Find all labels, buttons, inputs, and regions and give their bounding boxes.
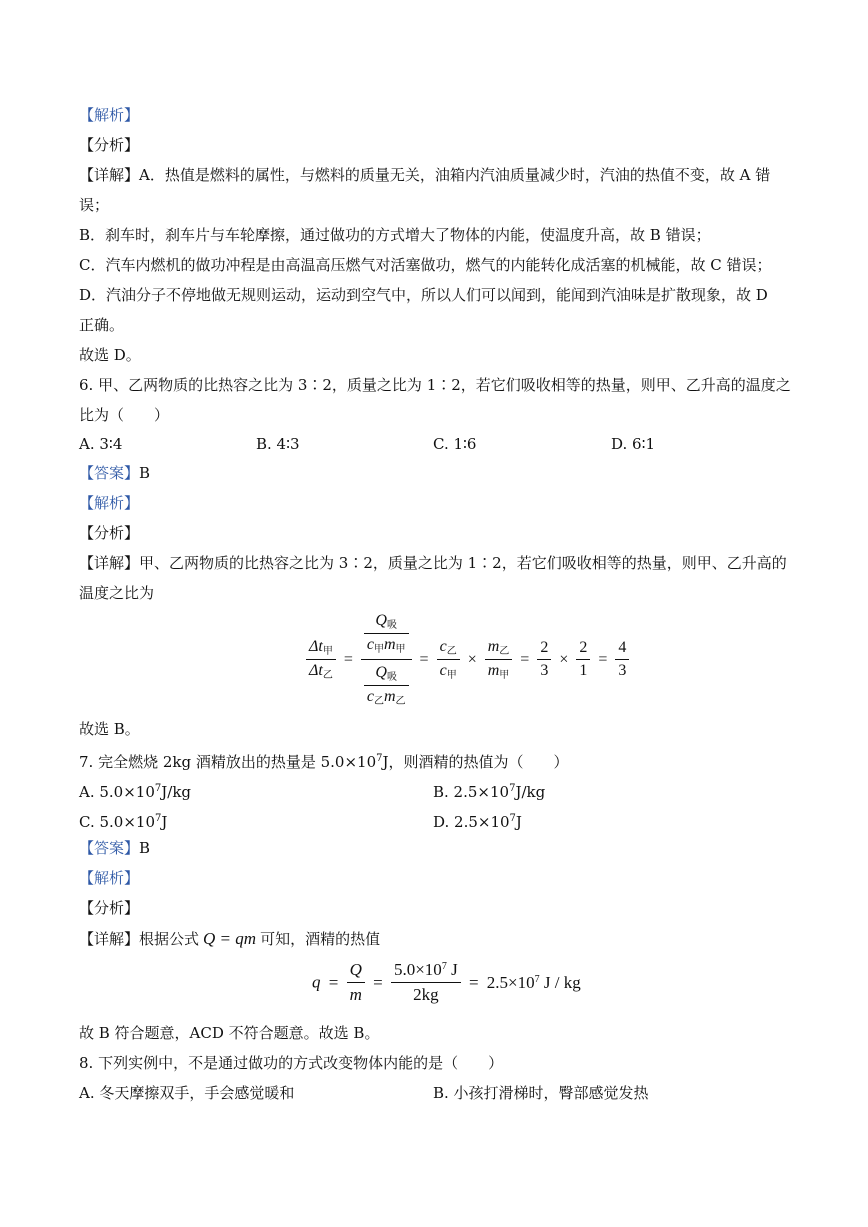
analysis-label: 【解析】 [79, 869, 140, 887]
answer-value: B [139, 464, 151, 482]
detail-text: D．汽油分子不停地做无规则运动，运动到空气中，所以人们可以闻到，能闻到汽油味是扩散现象，故 D [79, 286, 768, 304]
analysis-label: 【解析】 [79, 106, 140, 124]
answer-line [79, 463, 150, 483]
answer-line [79, 838, 150, 858]
detail-text: 甲、乙两物质的比热容之比为 3∶2，质量之比为 1∶2，若它们吸收相等的热量，则甲、乙升高的 [139, 554, 787, 572]
question-stem: 8. 下列实例中，不是通过做功的方式改变物体内能的是（ ） [79, 1054, 504, 1072]
breakdown-label: 【分析】 [79, 524, 140, 542]
detail-line [79, 929, 380, 949]
detail-label: 【详解】 [79, 554, 140, 572]
question-stem: 7. 完全燃烧 2kg 酒精放出的热量是 $5.0\times 10^7J$，则酒精的热值为（ ） [79, 753, 569, 771]
option-b: B. 小孩打滑梯时，臀部感觉发热 [433, 1084, 649, 1102]
detail-text: 温度之比为 [79, 584, 155, 602]
choice-conclusion: 故选 B。 [79, 720, 140, 738]
option-d: D. 6∶1 [611, 435, 656, 453]
option-b: B. 4∶3 [256, 435, 300, 453]
heat-value-formula: q = $\frac{Q}{m}$ = $\frac{5.0\times 10^7 J}{2kg}$ = $2.5\times 10^7$ J / kg [312, 960, 581, 1004]
detail-text: B．刹车时，刹车片与车轮摩擦，通过做功的方式增大了物体的内能，使温度升高，故 B 错误； [79, 226, 711, 244]
choice-conclusion: 故选 D。 [79, 346, 141, 364]
detail-label: 【详解】 [79, 166, 140, 184]
detail-line [79, 553, 787, 573]
analysis-label: 【解析】 [79, 494, 140, 512]
answer-value: B [139, 839, 151, 857]
detail-text: 正确。 [79, 316, 125, 334]
option-c: C. 1∶6 [433, 435, 477, 453]
option-d: D. $2.5\times 10^7J$ [433, 813, 522, 831]
detail-text: 误； [79, 196, 110, 214]
option-a: A. 3∶4 [79, 435, 123, 453]
detail-line [79, 165, 770, 185]
detail-text: 可知，酒精的热值 [260, 930, 381, 948]
breakdown-label: 【分析】 [79, 899, 140, 917]
option-c: C. $5.0\times 10^7J$ [79, 813, 168, 831]
option-b: B. $2.5\times 10^7J/kg$ [433, 783, 546, 801]
detail-text: 根据公式 [139, 930, 200, 948]
inline-formula: Q = qm [203, 929, 257, 948]
breakdown-label: 【分析】 [79, 136, 140, 154]
question-stem: 6. 甲、乙两物质的比热容之比为 3∶2，质量之比为 1∶2，若它们吸收相等的热量，则甲、乙升高的温度之 [79, 376, 791, 394]
question-stem: 比为（ ） [79, 406, 170, 424]
detail-text: A．热值是燃料的属性，与燃料的质量无关，油箱内汽油质量减少时，汽油的热值不变，故 A 错 [139, 166, 771, 184]
answer-label: 【答案】 [79, 464, 140, 482]
detail-label: 【详解】 [79, 930, 140, 948]
temperature-ratio-formula: $\frac{\Delta t_甲}{\Delta t_乙}$ = $\frac{\frac{Q_吸}{c_甲m_甲}}{\frac{Q_吸}{c_乙m_乙}}$ = $\frac{c_乙}{c_甲}$ × $\frac{m_乙}{m_甲}$ = $\frac{2}{3}$ × $\frac{2}{1}$ = $\frac{4}{3}$ [306, 612, 629, 707]
detail-text: C．汽车内燃机的做功冲程是由高温高压燃气对活塞做功，燃气的内能转化成活塞的机械能，故 C 错误； [79, 256, 772, 274]
choice-conclusion: 故 B 符合题意，ACD 不符合题意。故选 B。 [79, 1024, 380, 1042]
option-a: A. 冬天摩擦双手，手会感觉暖和 [79, 1084, 295, 1102]
option-a: A. $5.0\times 10^7J/kg$ [79, 783, 192, 801]
answer-label: 【答案】 [79, 839, 140, 857]
